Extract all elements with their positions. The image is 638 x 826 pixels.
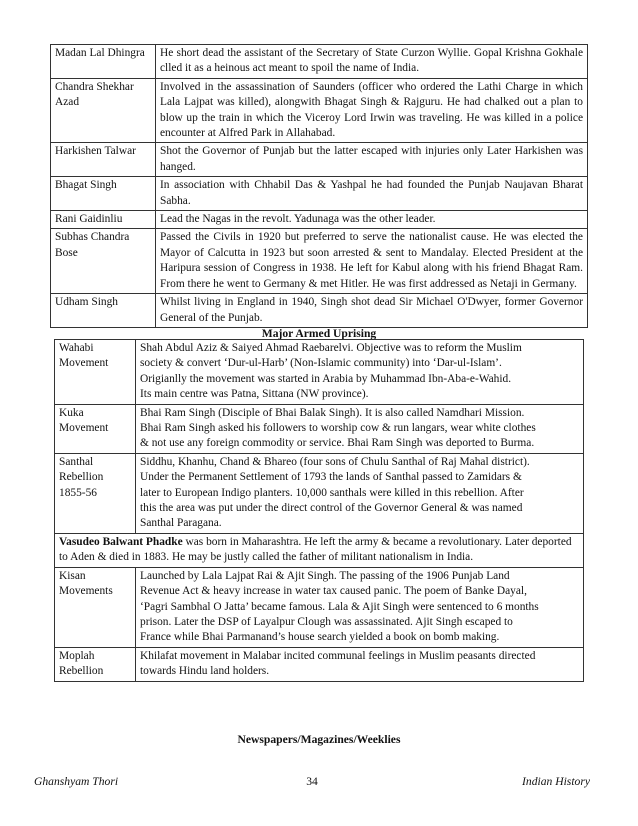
revolutionary-description: Passed the Civils in 1920 but preferred to serve the nationalist cause. He was elected the Mayor of Calcutta in 1923 but soon arrested & sent to Mandalay. Elected President at the Haripura session of Congress in 1938. He left for Kabul along with his friend Bhagat Ram. From there he went to Germany & met Hitler. He was first addressed as Netaji in Germany.: [156, 229, 588, 294]
description-line: Revenue Act & heavy increase in water tax caused panic. The poem of Banke Dayal,: [140, 585, 527, 598]
footer-page-number: 34: [306, 775, 318, 788]
description-line: Bhai Ram Singh (Disciple of Bhai Balak Singh). It is also called Namdhari Mission.: [140, 406, 525, 419]
revolutionary-description: Shot the Governor of Punjab but the latter escaped with injuries only Later Harkishen was hanged.: [156, 143, 588, 177]
description-line: Bhai Ram Singh asked his followers to worship cow & run langars, wear white clothes: [140, 422, 536, 435]
uprising-description: [136, 404, 584, 453]
revolutionary-name: Rani Gaidinliu: [51, 211, 156, 229]
description-line: Launched by Lala Lajpat Rai & Ajit Singh. The passing of the 1906 Punjab Land: [140, 569, 510, 582]
footer-author: Ghanshyam Thori: [34, 775, 119, 788]
description-line: Origianlly the movement was started in Arabia by Muhammad Ibn-Aba-e-Wahid.: [140, 372, 512, 385]
revolutionary-description: Lead the Nagas in the revolt. Yadunaga was the other leader.: [156, 211, 588, 229]
description-line: France while Bhai Parmanand’s house search yielded a book on bomb making.: [140, 631, 500, 644]
revolutionary-description: In association with Chhabil Das & Yashpal he had founded the Punjab Naujavan Bharat Sabha.: [156, 177, 588, 211]
description-line: Khilafat movement in Malabar incited communal feelings in Muslim peasants directed: [140, 649, 536, 662]
table-row: [51, 177, 588, 211]
major-armed-uprising-heading: Major Armed Uprising: [261, 327, 377, 340]
uprising-description: [136, 453, 584, 533]
uprising-name: Moplah Rebellion: [55, 647, 136, 681]
table-row: [55, 647, 584, 681]
vasudeo-cell: [55, 533, 584, 567]
revolutionaries-table: [50, 44, 588, 328]
description-line: ‘Pagri Sambhal O Jatta’ became famous. Lala & Ajit Singh were sentenced to 6 months: [140, 600, 539, 613]
armed-uprising-table: [54, 339, 584, 682]
revolutionary-name: Madan Lal Dhingra: [51, 45, 156, 79]
table-row: [51, 143, 588, 177]
uprising-name: Kuka Movement: [55, 404, 136, 453]
vasudeo-row: [55, 533, 584, 567]
description-line: later to European Indigo planters. 10,000 santhals were killed in this rebellion. After: [140, 486, 524, 499]
revolutionary-description: He short dead the assistant of the Secretary of State Curzon Wyllie. Gopal Krishna Gokhale clled it as a heinous act meant to spoil the name of India.: [156, 45, 588, 79]
description-line: Its main centre was Patna, Sittana (NW province).: [140, 388, 369, 401]
revolutionary-description: Whilst living in England in 1940, Singh shot dead Sir Michael O'Dwyer, former Governor General of the Punjab.: [156, 294, 588, 328]
newspapers-heading: Newspapers/Magazines/Weeklies: [237, 733, 401, 746]
description-line: prison. Later the DSP of Layalpur Clough was assassinated. Ajit Singh escaped to: [140, 615, 513, 628]
description-line: this the area was put under the direct control of the Governor General & was named: [140, 502, 523, 515]
table-row: [51, 78, 588, 143]
vasudeo-name: Vasudeo Balwant Phadke: [59, 535, 183, 548]
uprising-name: Santhal Rebellion 1855-56: [55, 453, 136, 533]
description-line: Siddhu, Khanhu, Chand & Bhareo (four sons of Chulu Santhal of Raj Mahal district).: [140, 455, 530, 468]
revolutionary-name: Harkishen Talwar: [51, 143, 156, 177]
table-row: [55, 567, 584, 647]
revolutionary-name: Subhas Chandra Bose: [51, 229, 156, 294]
vasudeo-text: was born in Maharashtra. He left the army & became a revolutionary. Later deported to Aden & died in 1883. He may be justly called the father of militant nationalism in India.: [59, 535, 572, 564]
description-line: & not use any foreign commodity or service. Bhai Ram Singh was deported to Burma.: [140, 437, 535, 450]
table-row: [55, 453, 584, 533]
uprising-name: Wahabi Movement: [55, 340, 136, 405]
description-line: towards Hindu land holders.: [140, 665, 270, 678]
table-row: [51, 294, 588, 328]
revolutionary-name: Udham Singh: [51, 294, 156, 328]
uprising-description: [136, 647, 584, 681]
uprising-name: Kisan Movements: [55, 567, 136, 647]
table-row: [51, 211, 588, 229]
description-line: Under the Permanent Settlement of 1793 the lands of Santhal passed to Zamidars &: [140, 471, 522, 484]
revolutionary-name: Bhagat Singh: [51, 177, 156, 211]
footer-subject: Indian History: [522, 775, 590, 788]
uprising-description: [136, 340, 584, 405]
description-line: Santhal Paragana.: [140, 517, 222, 530]
revolutionary-description: Involved in the assassination of Saunders (officer who ordered the Lathi Charge in which Lala Lajpat was killed), alongwith Bhagat Singh & Rajguru. He had chalked out a plan to blow up the train in which the Viceroy Lord Irwin was traveling. He was killed in a police encounter at Alfred Park in Allahabad.: [156, 78, 588, 143]
description-line: Shah Abdul Aziz & Saiyed Ahmad Raebarelvi. Objective was to reform the Muslim: [140, 342, 522, 354]
table-row: [51, 45, 588, 79]
table-row: [55, 404, 584, 453]
description-line: society & convert ‘Dur-ul-Harb’ (Non-Islamic community) into ‘Dar-ul-Islam’.: [140, 357, 502, 370]
table-row: [51, 229, 588, 294]
uprising-description: [136, 567, 584, 647]
revolutionary-name: Chandra Shekhar Azad: [51, 78, 156, 143]
table-row: [55, 340, 584, 405]
